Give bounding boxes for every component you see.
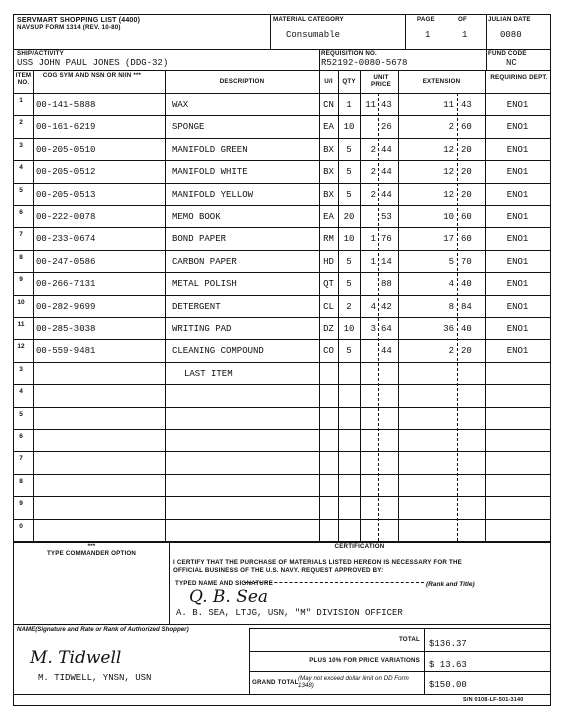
- dept-cell[interactable]: ENO1: [506, 346, 529, 357]
- extension-cents-cell[interactable]: 43: [461, 100, 472, 110]
- item-number: 11: [17, 321, 25, 328]
- item-number: 7: [19, 455, 23, 463]
- table-row: [14, 93, 550, 115]
- table-row: [14, 407, 550, 429]
- item-number: 5: [19, 186, 23, 194]
- extension-dollars-cell[interactable]: 36: [443, 324, 454, 334]
- table-row: [14, 317, 550, 339]
- item-number: 4: [19, 164, 23, 172]
- dept-cell[interactable]: ENO1: [506, 324, 529, 334]
- nsn-cell[interactable]: 00-247-0586: [36, 256, 96, 267]
- col-extension-header: EXTENSION: [422, 78, 461, 85]
- shopping-list-form: [13, 14, 551, 706]
- qty-cell[interactable]: 5: [346, 256, 352, 267]
- col-description-header: DESCRIPTION: [219, 78, 265, 85]
- extension-cents-cell[interactable]: 84: [461, 301, 472, 312]
- table-row: [14, 339, 550, 361]
- plus-ten-percent-label: PLUS 10% FOR PRICE VARIATIONS: [309, 657, 420, 664]
- extension-dollars-cell[interactable]: 10: [443, 212, 454, 222]
- table-row: [14, 451, 550, 473]
- certification-label: CERTIFICATION: [334, 543, 385, 550]
- table-row: [14, 272, 550, 294]
- table-row: [14, 183, 550, 205]
- nsn-cell[interactable]: 00-266-7131: [36, 279, 96, 290]
- table-row: [14, 384, 550, 406]
- dept-cell[interactable]: ENO1: [506, 100, 529, 110]
- shopper-label: NAME(Signature and Rate or Rank of Authorized Shopper): [17, 626, 189, 633]
- type-commander-option-label: TYPE COMMANDER OPTION: [46, 550, 137, 557]
- unit-price-dollars-cell[interactable]: 2: [370, 189, 376, 200]
- requisition-label: REQUISITION NO.: [321, 50, 377, 57]
- col-ui-header: U/I: [324, 78, 333, 85]
- item-number: 6: [19, 209, 23, 216]
- nsn-cell[interactable]: 00-161-6219: [36, 122, 96, 133]
- unit-price-dollars-cell[interactable]: 3: [370, 324, 376, 334]
- ui-cell[interactable]: DZ: [323, 324, 334, 334]
- description-cell[interactable]: MANIFOLD GREEN: [172, 144, 248, 155]
- ui-cell[interactable]: BX: [323, 167, 334, 178]
- shopper-typed-name[interactable]: M. TIDWELL, YNSN, USN: [38, 673, 152, 683]
- qty-cell[interactable]: 5: [346, 279, 352, 290]
- dept-cell[interactable]: ENO1: [506, 279, 529, 290]
- extension-dollars-cell[interactable]: 12: [443, 189, 454, 200]
- dept-cell[interactable]: ENO1: [506, 212, 529, 222]
- table-row: [14, 362, 550, 384]
- extension-cents-cell[interactable]: 60: [461, 122, 472, 133]
- ui-cell[interactable]: BX: [323, 189, 334, 200]
- ship-activity-value[interactable]: USS JOHN PAUL JONES (DDG-32): [17, 58, 169, 68]
- unit-price-dollars-cell[interactable]: 1: [370, 256, 376, 267]
- typed-name-signature-label: TYPED NAME AND SIGNATURE: [175, 580, 273, 587]
- col-qty-header: QTY: [342, 78, 356, 85]
- page-label: PAGE: [417, 16, 435, 23]
- shopper-signature: M. Tidwell: [30, 648, 122, 668]
- unit-price-dollars-cell[interactable]: 11: [365, 100, 376, 110]
- grand-total-value[interactable]: $150.00: [429, 680, 467, 690]
- item-number: 6: [19, 433, 23, 440]
- ui-cell[interactable]: EA: [323, 212, 334, 222]
- item-number: 2: [19, 119, 23, 127]
- qty-cell[interactable]: 5: [346, 144, 352, 155]
- ui-cell[interactable]: CL: [323, 301, 334, 312]
- nsn-cell[interactable]: 00-222-0078: [36, 212, 96, 222]
- qty-cell[interactable]: 5: [346, 167, 352, 178]
- unit-price-cents-cell[interactable]: 44: [381, 346, 392, 357]
- qty-cell[interactable]: 10: [343, 234, 355, 245]
- unit-price-cents-cell[interactable]: 26: [381, 122, 392, 133]
- description-cell[interactable]: CARBON PAPER: [172, 256, 237, 267]
- description-cell[interactable]: BOND PAPER: [172, 234, 227, 245]
- table-row: [14, 160, 550, 182]
- unit-price-cents-cell[interactable]: 53: [381, 212, 392, 222]
- grand-total-label: GRAND TOTAL: [252, 679, 299, 686]
- table-row: [14, 250, 550, 272]
- table-row: [14, 227, 550, 249]
- ui-cell[interactable]: RM: [323, 234, 334, 245]
- certification-text-line2: OFFICIAL BUSINESS OF THE U.S. NAVY. REQUEST APPROVED BY:: [173, 567, 384, 574]
- qty-cell[interactable]: 10: [343, 122, 355, 133]
- description-cell[interactable]: WRITING PAD: [172, 324, 232, 334]
- unit-price-cents-cell[interactable]: 64: [381, 324, 392, 334]
- item-number: 1: [19, 97, 23, 104]
- fund-code-value[interactable]: NC: [506, 58, 517, 68]
- description-cell[interactable]: LAST ITEM: [184, 368, 233, 379]
- ui-cell[interactable]: QT: [323, 279, 334, 290]
- form-number: NAVSUP FORM 1314 (REV. 10-80): [17, 24, 121, 31]
- ui-cell[interactable]: EA: [323, 122, 334, 133]
- extension-dollars-cell[interactable]: 11: [443, 100, 454, 110]
- ui-cell[interactable]: CN: [323, 100, 334, 110]
- nsn-cell[interactable]: 00-141-5888: [36, 100, 96, 110]
- dept-cell[interactable]: ENO1: [506, 144, 529, 155]
- julian-date-value[interactable]: 0080: [500, 30, 522, 40]
- requisition-value[interactable]: R52192-0080-5678: [321, 58, 408, 68]
- unit-price-cents-cell[interactable]: 44: [381, 189, 392, 200]
- page-value[interactable]: 1: [425, 30, 431, 40]
- nsn-cell[interactable]: 00-282-9699: [36, 301, 96, 312]
- nsn-cell[interactable]: 00-233-0674: [36, 234, 96, 245]
- dept-cell[interactable]: ENO1: [506, 167, 529, 178]
- item-number: 9: [19, 276, 23, 284]
- unit-price-dollars-cell[interactable]: 1: [370, 234, 376, 245]
- item-number: 8: [19, 477, 23, 485]
- qty-cell[interactable]: 20: [343, 212, 355, 222]
- qty-cell[interactable]: 1: [346, 100, 352, 110]
- julian-date-label: JULIAN DATE: [488, 16, 531, 23]
- grand-total-note: (May not exceed dollar limit on DD Form 1348): [298, 675, 409, 690]
- unit-price-cents-cell[interactable]: 88: [381, 279, 392, 290]
- unit-price-cents-cell[interactable]: 14: [381, 256, 392, 267]
- approver-signature: Q. B. Sea: [189, 587, 269, 607]
- description-cell[interactable]: MANIFOLD YELLOW: [172, 189, 254, 200]
- rank-title-label: (Rank and Title): [426, 581, 475, 588]
- col-dept-header: REQUIRING DEPT.: [490, 74, 548, 81]
- extension-dollars-cell[interactable]: 5: [448, 256, 454, 267]
- certification-text-line1: I CERTIFY THAT THE PURCHASE OF MATERIALS LISTED HEREON IS NECESSARY FOR THE: [173, 559, 462, 566]
- stock-number: S/N 0108-LF-501-3140: [463, 697, 524, 703]
- description-cell[interactable]: CLEANING COMPOUND: [172, 346, 264, 357]
- item-number: 3: [19, 365, 23, 373]
- of-value[interactable]: 1: [462, 30, 468, 40]
- approver-typed-name[interactable]: A. B. SEA, LTJG, USN, "M" DIVISION OFFICER: [176, 608, 403, 618]
- description-cell[interactable]: WAX: [172, 100, 189, 110]
- extension-cents-cell[interactable]: 40: [461, 279, 472, 290]
- unit-price-cents-cell[interactable]: 76: [381, 234, 392, 245]
- unit-price-cents-cell[interactable]: 44: [381, 144, 392, 155]
- description-cell[interactable]: SPONGE: [172, 122, 205, 133]
- material-category-label: MATERIAL CATEGORY: [273, 16, 344, 23]
- table-row: [14, 496, 550, 518]
- description-cell[interactable]: METAL POLISH: [172, 279, 237, 290]
- dept-cell[interactable]: ENO1: [506, 301, 529, 312]
- unit-price-dollars-cell[interactable]: 2: [370, 167, 376, 178]
- qty-cell[interactable]: 10: [343, 324, 355, 334]
- item-number: 12: [17, 343, 25, 351]
- extension-dollars-cell[interactable]: 12: [443, 167, 454, 178]
- item-number: 5: [19, 410, 23, 418]
- extension-dollars-cell[interactable]: 4: [448, 279, 454, 290]
- item-number: 10: [17, 298, 25, 306]
- total-value[interactable]: $136.37: [429, 639, 467, 649]
- dept-cell[interactable]: ENO1: [506, 122, 529, 133]
- extension-dollars-cell[interactable]: 17: [443, 234, 454, 245]
- unit-price-dollars-cell[interactable]: 2: [370, 144, 376, 155]
- col-nsn-header: COG SYM AND NSN OR NIIN ***: [42, 72, 142, 79]
- description-cell[interactable]: DETERGENT: [172, 301, 221, 312]
- qty-cell[interactable]: 5: [346, 189, 352, 200]
- extension-cents-cell[interactable]: 60: [461, 212, 472, 222]
- extension-cents-cell[interactable]: 20: [461, 167, 472, 178]
- extension-cents-cell[interactable]: 70: [461, 256, 472, 267]
- qty-cell[interactable]: 5: [346, 346, 352, 357]
- form-title: SERVMART SHOPPING LIST (4400): [17, 17, 141, 24]
- unit-price-dollars-cell[interactable]: 4: [370, 301, 376, 312]
- table-row: [14, 138, 550, 160]
- dept-cell[interactable]: ENO1: [506, 189, 529, 200]
- extension-dollars-cell[interactable]: 2: [448, 122, 454, 133]
- tco-stars: ***: [87, 543, 96, 550]
- extension-cents-cell[interactable]: 60: [461, 234, 472, 245]
- item-number: 9: [19, 500, 23, 508]
- item-number: 7: [19, 231, 23, 239]
- of-label: OF: [458, 16, 467, 23]
- plus-ten-percent-value[interactable]: $ 13.63: [429, 660, 467, 670]
- extension-cents-cell[interactable]: 20: [461, 189, 472, 200]
- item-number: 0: [19, 522, 23, 530]
- extension-dollars-cell[interactable]: 8: [448, 301, 454, 312]
- fund-code-label: FUND CODE: [488, 50, 527, 57]
- ui-cell[interactable]: HD: [323, 256, 334, 267]
- table-row: [14, 429, 550, 451]
- description-cell[interactable]: MEMO BOOK: [172, 212, 221, 222]
- material-category-value[interactable]: Consumable: [286, 30, 341, 40]
- unit-price-cents-cell[interactable]: 42: [381, 301, 392, 312]
- item-number: 8: [19, 253, 23, 261]
- nsn-cell[interactable]: 00-559-9481: [36, 346, 96, 357]
- extension-cents-cell[interactable]: 40: [461, 324, 472, 334]
- table-row: [14, 519, 550, 541]
- item-number: 4: [19, 388, 23, 396]
- total-label: TOTAL: [398, 636, 420, 643]
- nsn-cell[interactable]: 00-285-3038: [36, 324, 96, 334]
- col-item-header: ITEM NO.: [15, 72, 32, 86]
- table-row: [14, 205, 550, 227]
- extension-dollars-cell[interactable]: 12: [443, 144, 454, 155]
- ui-cell[interactable]: CO: [323, 346, 334, 357]
- table-row: [14, 115, 550, 137]
- ship-activity-label: SHIP/ACTIVITY: [17, 50, 64, 57]
- col-unit-price-header: UNIT PRICE: [371, 74, 391, 88]
- nsn-cell[interactable]: 00-205-0510: [36, 144, 96, 155]
- dept-cell[interactable]: ENO1: [506, 234, 529, 245]
- dept-cell[interactable]: ENO1: [506, 256, 529, 267]
- qty-cell[interactable]: 2: [346, 301, 352, 312]
- item-number: 3: [19, 141, 23, 149]
- table-row: [14, 474, 550, 496]
- extension-cents-cell[interactable]: 20: [461, 144, 472, 155]
- nsn-cell[interactable]: 00-205-0512: [36, 167, 96, 178]
- table-row: [14, 295, 550, 317]
- unit-price-cents-cell[interactable]: 43: [381, 100, 392, 110]
- description-cell[interactable]: MANIFOLD WHITE: [172, 167, 248, 178]
- extension-dollars-cell[interactable]: 2: [448, 346, 454, 357]
- nsn-cell[interactable]: 00-205-0513: [36, 189, 96, 200]
- extension-cents-cell[interactable]: 20: [461, 346, 472, 357]
- unit-price-cents-cell[interactable]: 44: [381, 167, 392, 178]
- ui-cell[interactable]: BX: [323, 144, 334, 155]
